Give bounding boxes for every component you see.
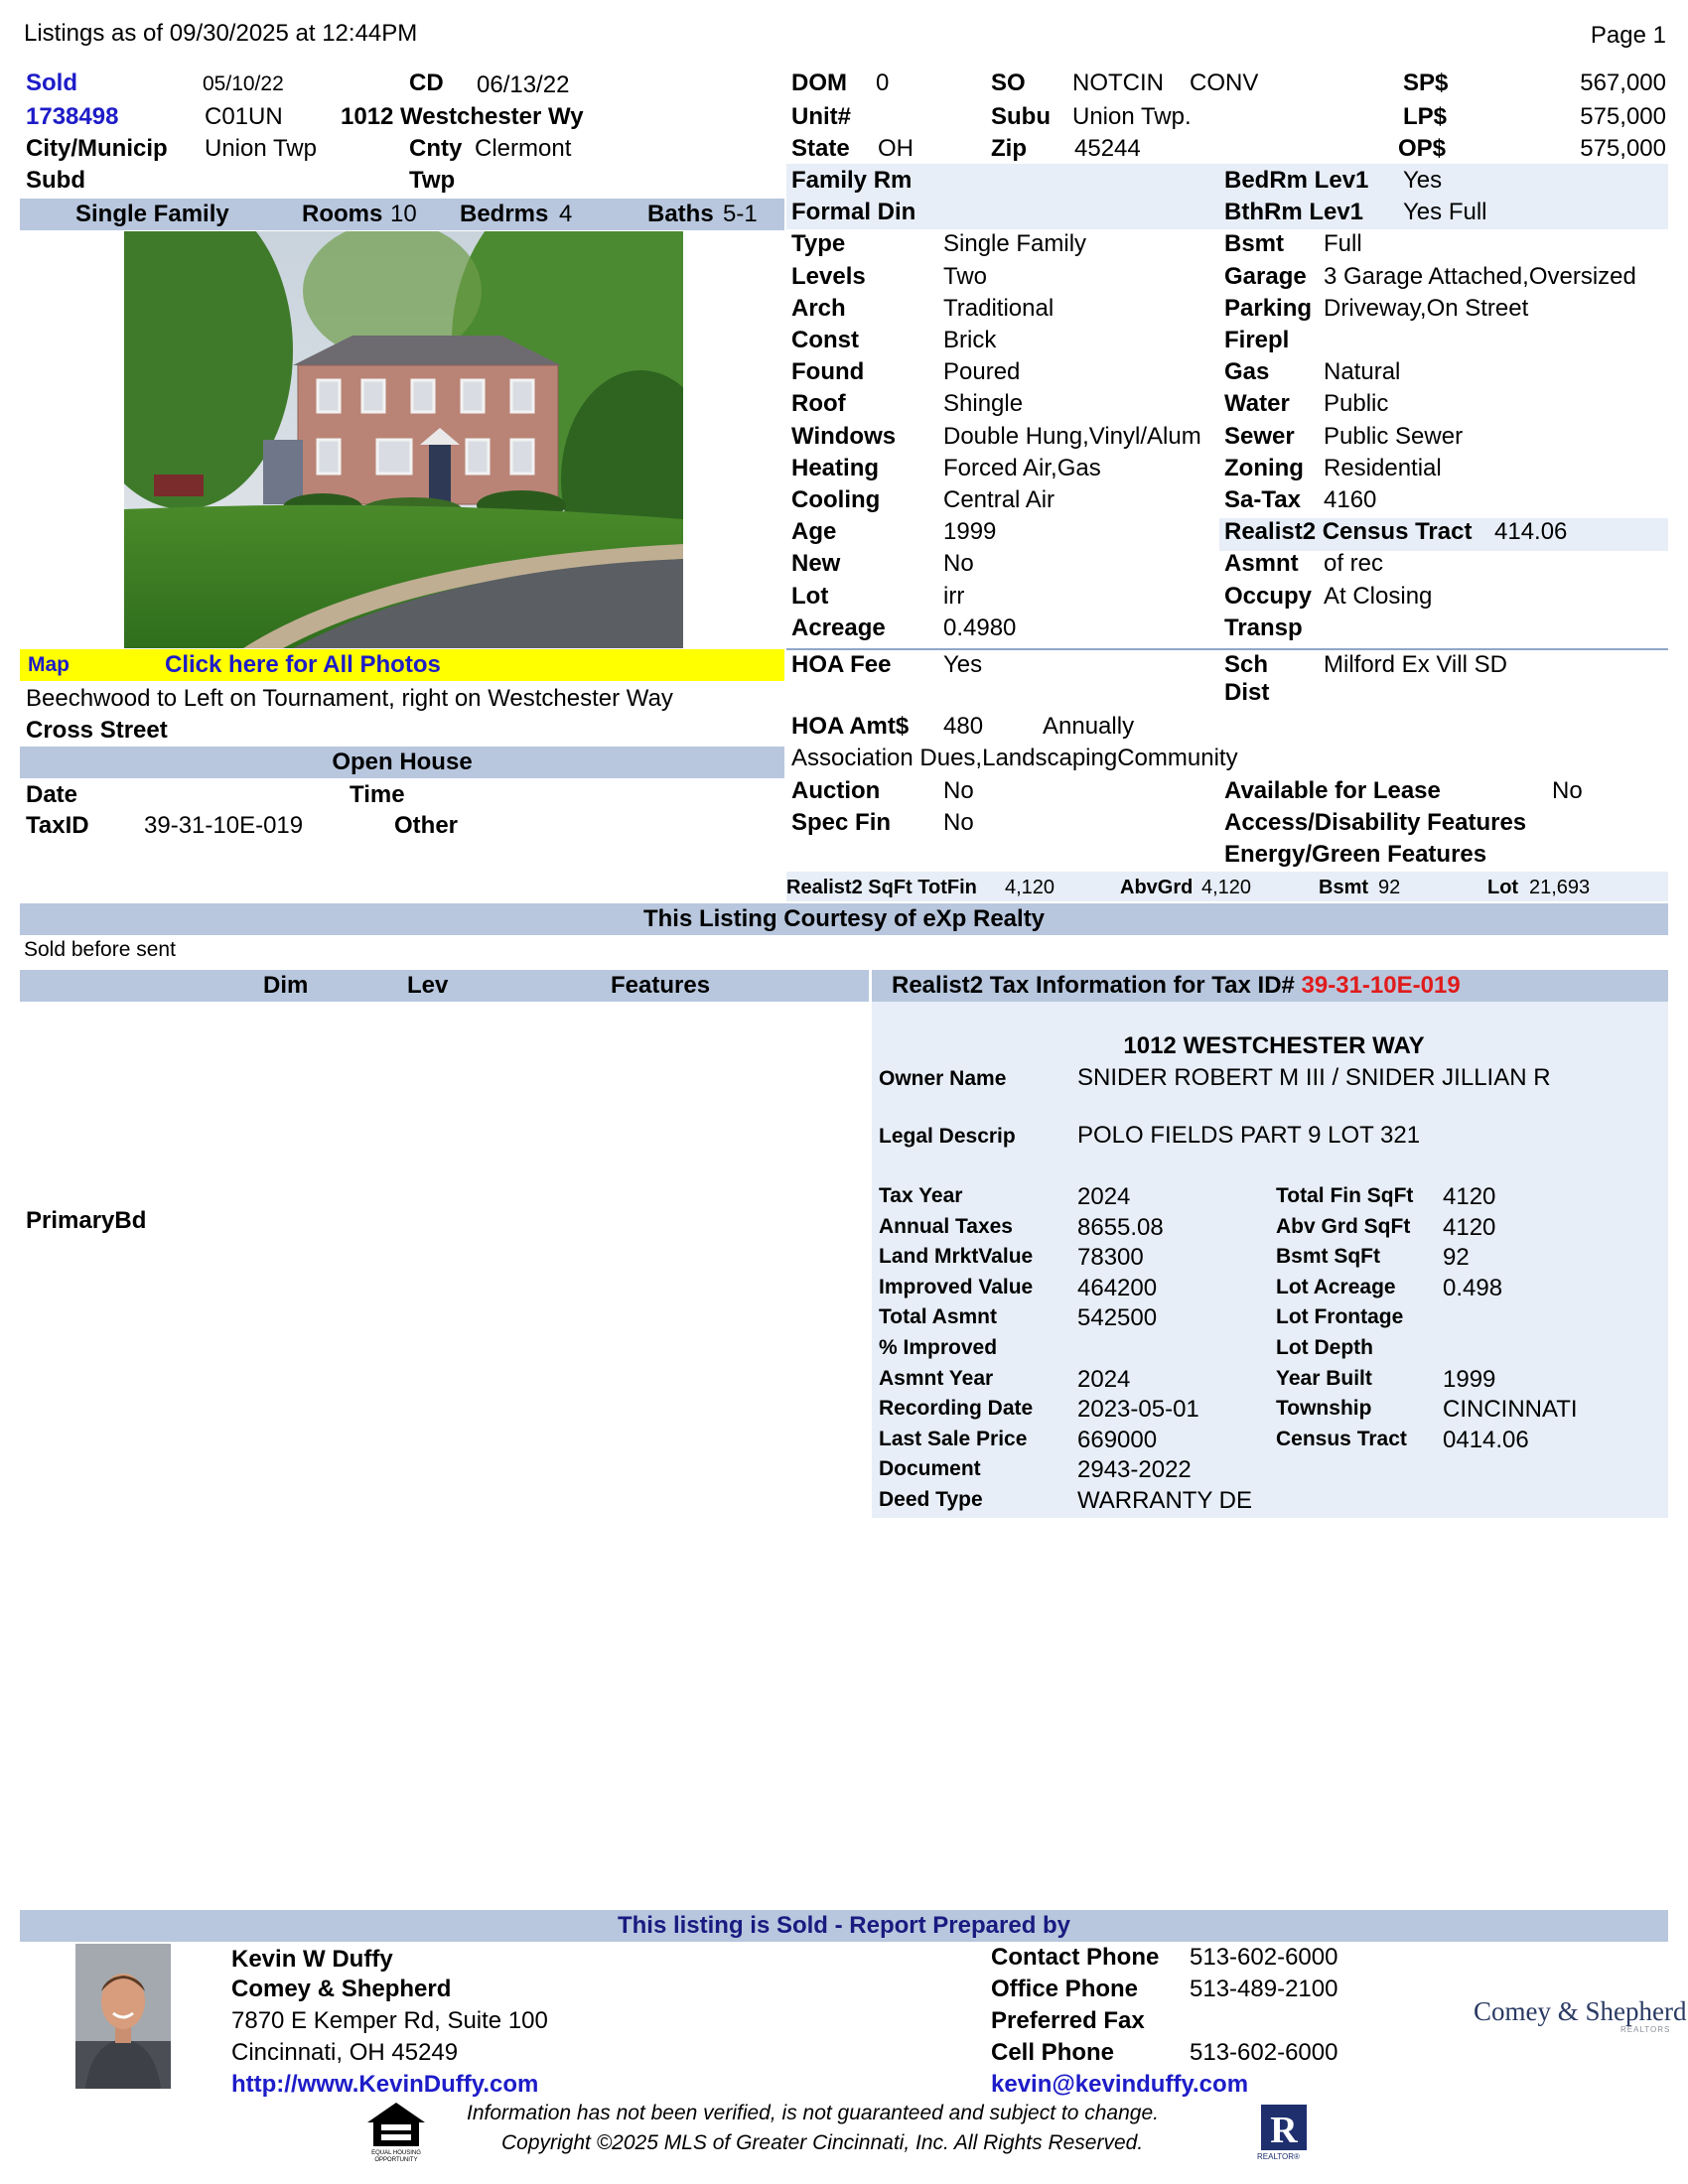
tax-left-value: 8655.08 <box>1077 1213 1164 1241</box>
area-code: C01UN <box>205 103 283 130</box>
office-phone: 513-489-2100 <box>1190 1976 1338 2002</box>
subu-value: Union Twp. <box>1072 103 1192 130</box>
so-value-2: CONV <box>1190 69 1259 96</box>
tax-left-label: Annual Taxes <box>879 1214 1013 1238</box>
auction-value: No <box>943 777 974 804</box>
hoa-amt-value: 480 <box>943 713 984 740</box>
tax-right-label: Total Fin SqFt <box>1276 1184 1414 1207</box>
agent-photo-illustration <box>75 1944 171 2089</box>
cd-label: CD <box>409 69 444 96</box>
features-left-label: Formal Din <box>791 199 916 226</box>
hoa-fee-label: HOA Fee <box>791 651 892 678</box>
features-right-value: 4160 <box>1324 486 1377 513</box>
energy-label: Energy/Green Features <box>1224 841 1487 868</box>
company-logo: Comey & Shepherd <box>1474 1996 1687 2026</box>
rooms-label: Rooms <box>302 201 383 227</box>
unit-label: Unit# <box>791 103 851 130</box>
contact-phone-label: Contact Phone <box>991 1944 1160 1971</box>
sqft-lot-value: 21,693 <box>1529 877 1591 898</box>
copyright: Copyright ©2025 MLS of Greater Cincinnati, Inc. All Rights Reserved. <box>501 2131 1144 2154</box>
features-right-value: 414.06 <box>1494 518 1568 546</box>
tax-header-id: 39-31-10E-019 <box>1301 972 1461 999</box>
state-value: OH <box>878 135 914 162</box>
op-label: OP$ <box>1398 135 1447 162</box>
courtesy-text: This Listing Courtesy of eXp Realty <box>642 905 1046 932</box>
tax-right-label: Year Built <box>1276 1366 1372 1390</box>
sqft-totfin-label: Realist2 SqFt TotFin <box>786 877 977 898</box>
cd-date: 06/13/22 <box>477 71 570 98</box>
dom-value: 0 <box>876 69 890 96</box>
features-left-value: Forced Air,Gas <box>943 454 1101 481</box>
tax-address: 1012 WESTCHESTER WAY <box>1123 1032 1425 1059</box>
tax-right-value: 0.498 <box>1443 1274 1503 1301</box>
features-right-label: Gas <box>1224 358 1270 386</box>
county: Clermont <box>475 135 572 162</box>
listing-date: Listings as of 09/30/2025 at 12:44PM <box>24 20 418 47</box>
tax-right-label: Lot Depth <box>1276 1336 1373 1359</box>
features-right-label: Parking <box>1224 294 1313 322</box>
open-house-date-label: Date <box>26 781 78 808</box>
features-left-label: Lot <box>791 582 829 610</box>
county-label: Cnty <box>409 135 463 162</box>
sqft-totfin-value: 4,120 <box>1005 877 1055 898</box>
hoa-fee-value: Yes <box>943 651 983 678</box>
tax-left-value: WARRANTY DE <box>1077 1487 1253 1514</box>
features-right-label: Zoning <box>1224 454 1304 481</box>
agent-email[interactable]: kevin@kevinduffy.com <box>991 2071 1249 2098</box>
tax-owner-label: Owner Name <box>879 1067 1007 1090</box>
sqft-abvgrd-value: 4,120 <box>1201 877 1252 898</box>
school-district: Milford Ex Vill SD <box>1324 651 1507 678</box>
features-left-label: Type <box>791 230 846 258</box>
realtor-icon <box>1259 2103 1315 2166</box>
op-value: 575,000 <box>1580 135 1666 162</box>
tax-right-label: Township <box>1276 1397 1372 1421</box>
tax-header <box>892 972 1461 1001</box>
city: Union Twp <box>205 135 317 162</box>
features-right-value: Full <box>1324 230 1362 258</box>
sqft-abvgrd-label: AbvGrd <box>1120 877 1194 898</box>
tax-left-label: Total Asmnt <box>879 1305 997 1329</box>
hoa-dues: Association Dues,LandscapingCommunity <box>791 745 1238 771</box>
house-photo-illustration <box>124 231 683 648</box>
tax-header-title: Realist2 Tax Information for Tax ID# <box>892 972 1295 999</box>
cell-phone-label: Cell Phone <box>991 2039 1115 2066</box>
agent-company: Comey & Shepherd <box>231 1976 452 2002</box>
all-photos-link[interactable]: Click here for All Photos <box>165 651 441 678</box>
dist-label: Dist <box>1224 679 1270 706</box>
sqft-lot-label: Lot <box>1487 877 1519 898</box>
features-left-label: Found <box>791 358 865 386</box>
map-link[interactable]: Map <box>28 653 70 676</box>
tax-left-label: Tax Year <box>879 1184 963 1207</box>
features-right-label: Transp <box>1224 614 1303 641</box>
page-number: Page 1 <box>1590 22 1666 49</box>
features-right-label: Bsmt <box>1224 230 1285 258</box>
lp-label: LP$ <box>1403 103 1448 130</box>
specfin-value: No <box>943 809 974 836</box>
bedrms-label: Bedrms <box>460 201 549 227</box>
features-right-label: Water <box>1224 390 1290 418</box>
contact-phone: 513-602-6000 <box>1190 1944 1338 1971</box>
svg-text:R: R <box>1270 2110 1298 2151</box>
tax-left-label: Land MrktValue <box>879 1245 1034 1269</box>
tax-left-label: Asmnt Year <box>879 1366 994 1390</box>
tax-right-label: Lot Acreage <box>1276 1275 1396 1298</box>
lp-value: 575,000 <box>1580 103 1666 130</box>
features-left-value: Two <box>943 262 988 290</box>
hoa-amt-label: HOA Amt$ <box>791 713 910 740</box>
sqft-bsmt-value: 92 <box>1378 877 1401 898</box>
rooms-value: 10 <box>390 201 417 227</box>
zip-label: Zip <box>991 135 1027 162</box>
tax-right-label: Abv Grd SqFt <box>1276 1214 1411 1238</box>
tax-right-value: 92 <box>1443 1244 1470 1272</box>
tax-left-label: Improved Value <box>879 1275 1034 1298</box>
tax-left-label: % Improved <box>879 1336 998 1359</box>
rooms-col-lev: Lev <box>407 972 449 999</box>
tax-right-label: Lot Frontage <box>1276 1305 1404 1329</box>
features-right-value: Public <box>1324 390 1389 418</box>
features-right-label: Sa-Tax <box>1224 486 1301 513</box>
tax-left-label: Document <box>879 1457 981 1481</box>
tax-right-label: Bsmt SqFt <box>1276 1245 1380 1269</box>
cross-street-label: Cross Street <box>26 717 168 744</box>
lease-label: Available for Lease <box>1224 777 1441 804</box>
taxid-value: 39-31-10E-019 <box>144 812 304 839</box>
features-left-value: Traditional <box>943 294 1055 322</box>
so-label: SO <box>991 69 1026 96</box>
status: Sold <box>26 69 77 96</box>
features-left-value: Single Family <box>943 230 1087 258</box>
features-right-label: Sewer <box>1224 422 1295 450</box>
directions: Beechwood to Left on Tournament, right on Westchester Way <box>26 685 673 712</box>
features-right-value: 3 Garage Attached,Oversized <box>1324 262 1636 290</box>
bedrms-value: 4 <box>559 201 573 227</box>
tax-legal-label: Legal Descrip <box>879 1125 1016 1148</box>
open-house-title: Open House <box>332 749 473 775</box>
tax-left-value: 78300 <box>1077 1244 1144 1272</box>
state-label: State <box>791 135 850 162</box>
sqft-bsmt-label: Bsmt <box>1319 877 1369 898</box>
tax-right-value: 1999 <box>1443 1365 1496 1393</box>
features-left-value: Poured <box>943 358 1021 386</box>
agent-name: Kevin W Duffy <box>231 1946 393 1973</box>
features-right-value: Public Sewer <box>1324 422 1464 450</box>
features-right-value: of rec <box>1324 550 1384 578</box>
rooms-col-features: Features <box>611 972 711 999</box>
features-left-label: Cooling <box>791 486 881 513</box>
tax-left-label: Deed Type <box>879 1488 983 1511</box>
tax-owner-value: SNIDER ROBERT M III / SNIDER JILLIAN R <box>1077 1064 1551 1091</box>
room-row-primarybd: PrimaryBd <box>26 1207 147 1234</box>
features-left-label: Family Rm <box>791 167 913 194</box>
features-right-label: Asmnt <box>1224 550 1299 578</box>
property-photo[interactable] <box>124 231 683 648</box>
tax-legal-value: POLO FIELDS PART 9 LOT 321 <box>1077 1122 1421 1149</box>
preferred-fax-label: Preferred Fax <box>991 2007 1145 2034</box>
other-label: Other <box>394 812 459 839</box>
tax-left-value: 669000 <box>1077 1426 1158 1453</box>
cell-phone: 513-602-6000 <box>1190 2039 1338 2066</box>
feature-rule <box>786 648 1668 650</box>
features-left-value: irr <box>943 582 965 610</box>
remarks: Sold before sent <box>24 938 176 961</box>
features-left-value: 1999 <box>943 518 997 546</box>
baths-label: Baths <box>647 201 714 227</box>
tax-right-value: CINCINNATI <box>1443 1396 1578 1424</box>
agent-website[interactable]: http://www.KevinDuffy.com <box>231 2071 539 2098</box>
agent-photo <box>75 1944 171 2089</box>
features-right-value: Residential <box>1324 454 1442 481</box>
rooms-col-dim: Dim <box>263 972 309 999</box>
company-logo-sub: REALTORS <box>1620 2025 1671 2034</box>
features-left-label: Roof <box>791 390 846 418</box>
equal-housing-text: EQUAL HOUSING OPPORTUNITY <box>371 2150 421 2163</box>
features-left-label: New <box>791 550 841 578</box>
open-house-time-label: Time <box>350 781 405 808</box>
sp-value: 567,000 <box>1580 69 1666 96</box>
auction-label: Auction <box>791 777 881 804</box>
realtor-text: REALTOR® <box>1257 2152 1300 2161</box>
subu-label: Subu <box>991 103 1051 130</box>
features-left-value: No <box>943 550 974 578</box>
hoa-period: Annually <box>1043 713 1135 740</box>
tax-left-label: Recording Date <box>879 1397 1034 1421</box>
agent-street: 7870 E Kemper Rd, Suite 100 <box>231 2007 548 2034</box>
features-left-label: Heating <box>791 454 880 481</box>
tax-right-value: 0414.06 <box>1443 1426 1529 1453</box>
features-left-value: Brick <box>943 327 997 353</box>
sp-label: SP$ <box>1403 69 1449 96</box>
features-left-value: Double Hung,Vinyl/Alum <box>943 422 1201 450</box>
tax-left-value: 2943-2022 <box>1077 1456 1192 1484</box>
features-left-label: Acreage <box>791 614 886 641</box>
taxid-label: TaxID <box>26 812 89 839</box>
features-right-value: Yes Full <box>1403 199 1487 226</box>
tax-right-value: 4120 <box>1443 1183 1496 1210</box>
subd-label: Subd <box>26 167 85 194</box>
tax-left-value: 542500 <box>1077 1304 1158 1332</box>
zip-value: 45244 <box>1074 135 1141 162</box>
disclaimer: Information has not been verified, is not guaranteed and subject to change. <box>467 2102 1159 2124</box>
tax-left-value: 2024 <box>1077 1183 1131 1210</box>
features-left-value: Central Air <box>943 486 1055 513</box>
specfin-label: Spec Fin <box>791 809 892 836</box>
access-label: Access/Disability Features <box>1224 809 1527 836</box>
features-left-label: Windows <box>791 422 897 450</box>
tax-left-value: 2023-05-01 <box>1077 1396 1199 1424</box>
tax-left-label: Last Sale Price <box>879 1427 1028 1450</box>
features-right-label: BthRm Lev1 <box>1224 199 1364 226</box>
mls-number[interactable]: 1738498 <box>26 103 119 130</box>
lease-value: No <box>1552 777 1583 804</box>
features-right-label: BedRm Lev1 <box>1224 167 1369 194</box>
status-date: 05/10/22 <box>203 72 284 95</box>
tax-left-value: 2024 <box>1077 1365 1131 1393</box>
dom-label: DOM <box>791 69 847 96</box>
tax-right-value: 4120 <box>1443 1213 1496 1241</box>
footer-banner: This listing is Sold - Report Prepared by <box>617 1912 1071 1939</box>
office-phone-label: Office Phone <box>991 1976 1139 2002</box>
baths-value: 5-1 <box>723 201 758 227</box>
features-right-value: Driveway,On Street <box>1324 294 1529 322</box>
features-left-label: Const <box>791 327 859 353</box>
city-label: City/Municip <box>26 135 168 162</box>
features-right-label: Occupy <box>1224 582 1313 610</box>
features-left-label: Levels <box>791 262 866 290</box>
tax-left-value: 464200 <box>1077 1274 1158 1301</box>
features-left-label: Arch <box>791 294 846 322</box>
so-value: NOTCIN <box>1072 69 1164 96</box>
features-left-value: 0.4980 <box>943 614 1017 641</box>
features-right-value: At Closing <box>1324 582 1433 610</box>
features-right-label: Firepl <box>1224 327 1290 353</box>
tax-right-label: Census Tract <box>1276 1427 1407 1450</box>
twp-label: Twp <box>409 167 456 194</box>
property-type: Single Family <box>75 201 229 227</box>
sch-label: Sch <box>1224 651 1269 678</box>
address: 1012 Westchester Wy <box>341 103 584 130</box>
features-right-label: Garage <box>1224 262 1307 290</box>
features-right-label: Realist2 Census Tract <box>1224 518 1473 546</box>
features-right-value: Natural <box>1324 358 1401 386</box>
equal-housing-icon <box>363 2101 429 2166</box>
features-right-value: Yes <box>1403 167 1443 194</box>
features-left-value: Shingle <box>943 390 1024 418</box>
agent-city: Cincinnati, OH 45249 <box>231 2039 459 2066</box>
features-left-label: Age <box>791 518 837 546</box>
